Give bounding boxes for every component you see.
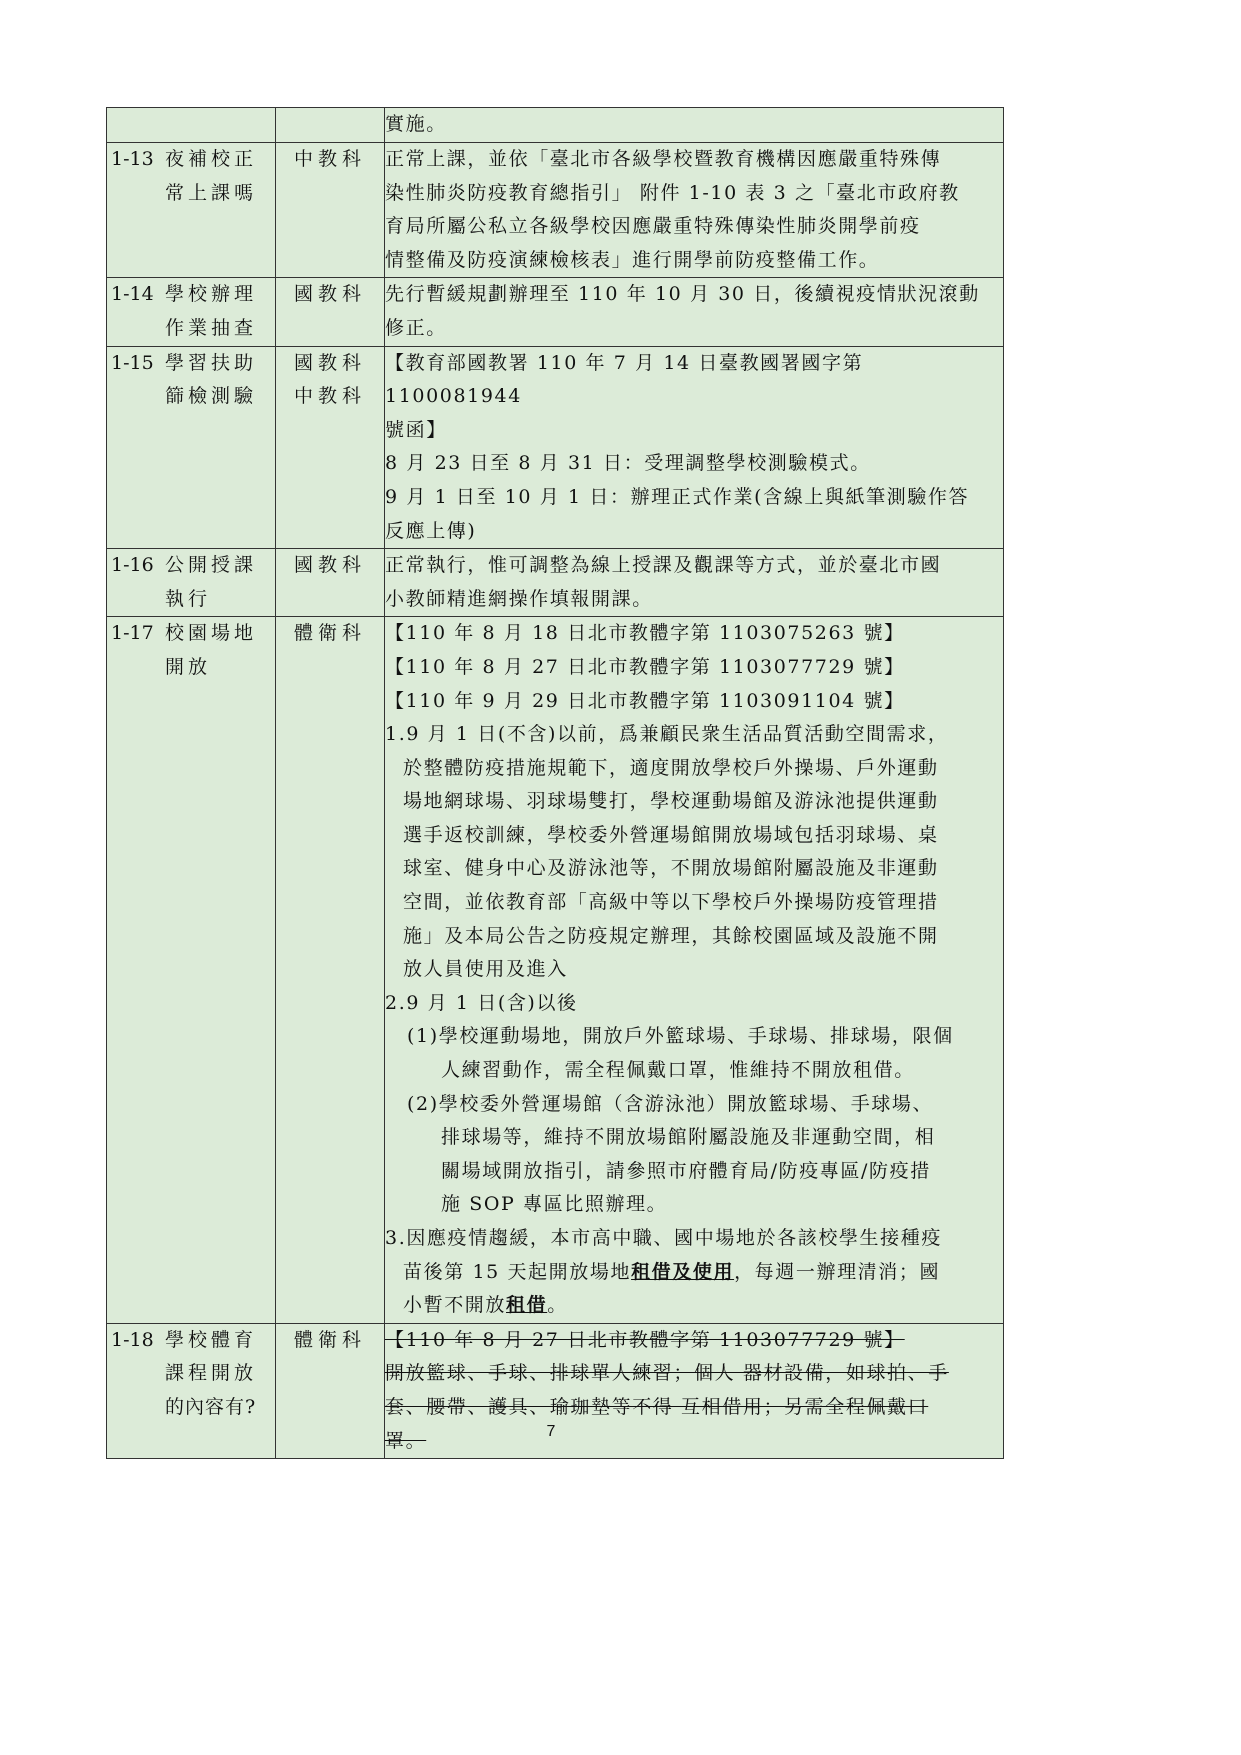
dept-cell [276,549,385,617]
emphasis-text: 租借及使用 [631,1260,735,1283]
answer-line: 育局所屬公私立各級學校因應嚴重特殊傳染性肺炎開學前疫 [385,215,921,238]
item-number: 1-13 [111,148,154,170]
answer-line: 人練習動作，需全程佩戴口罩，惟維持不開放租借。 [441,1059,915,1082]
answer-cell [385,278,1004,346]
dept-name: 體衛科 [293,1328,366,1351]
dept-name: 體衛科 [293,622,366,645]
question-text: 篩檢測驗 [165,385,258,408]
question-cell [107,549,276,617]
answer-line: (1)學校運動場地，開放戶外籃球場、手球場、排球場，限個 [407,1025,954,1048]
answer-line [385,1256,1003,1290]
answer-line: (2)學校委外營運場館（含游泳池）開放籃球場、手球場、 [407,1092,934,1115]
item-number: 1-16 [111,554,154,577]
table-row [107,108,1004,143]
answer-line: 號函】 [385,418,447,441]
answer-line: 3.因應疫情趨緩，本市高中職、國中場地於各該校學生接種疫 [385,1227,942,1249]
table-row [107,346,1004,549]
emphasis-text: 租借 [506,1294,548,1317]
reference-line: 【110 年 9 月 29 日北市教體字第 1103091104 號】 [385,689,905,712]
answer-line: 【教育部國教署 110 年 7 月 14 日臺教國署國字第 1100081944 [385,351,864,408]
table-row [107,143,1004,278]
answer-cell [385,346,1004,549]
answer-line: 反應上傳) [385,519,477,542]
answer-line: 情整備及防疫演練檢核表」進行開學前防疫整備工作。 [385,248,880,271]
answer-line: 先行暫緩規劃辦理至 110 年 10 月 30 日，後續視疫情狀況滾動 [385,283,980,306]
item-number: 1-17 [111,622,154,645]
answer-text: 。 [547,1294,568,1317]
question-text: 執行 [165,587,212,610]
answer-cell [385,143,1004,278]
item-number: 1-14 [111,283,154,306]
answer-cell [385,617,1004,1323]
answer-line: 選手返校訓練，學校委外營運場館開放場域包括羽球場、桌 [403,823,939,846]
reference-line: 【110 年 8 月 18 日北市教體字第 1103075263 號】 [385,622,905,645]
question-text: 常上課嗎 [165,181,258,204]
answer-text: ，每週一辦理清消；國 [734,1260,941,1283]
answer-cell [385,549,1004,617]
answer-line: 8 月 23 日至 8 月 31 日：受理調整學校測驗模式。 [385,452,871,475]
answer-text: 苗後第 15 天起開放場地 [403,1260,632,1283]
answer-line: 場地網球場、羽球場雙打，學校運動場館及游泳池提供運動 [403,790,939,813]
answer-line: 施 SOP 專區比照辦理。 [441,1193,668,1216]
struck-line: 開放籃球、手球、排球單人練習；個人 器材設備，如球拍、手 [385,1362,949,1385]
answer-line: 球室、健身中心及游泳池等，不開放場館附屬設施及非運動 [403,857,939,880]
answer-cell [385,108,1004,143]
struck-line: 罩。 [385,1429,427,1452]
answer-line: 小教師精進網操作填報開課。 [385,587,653,610]
question-cell [107,278,276,346]
item-number: 1-18 [111,1328,154,1351]
table-row [107,549,1004,617]
question-text: 作業抽查 [165,316,258,339]
question-text: 的內容有? [165,1395,257,1418]
reference-line: 【110 年 8 月 27 日北市教體字第 1103077729 號】 [385,655,905,678]
table-row [107,617,1004,1323]
faq-table [106,107,1004,1459]
dept-name: 國教科 [293,351,366,374]
dept-cell [276,346,385,549]
page-number: 7 [546,1423,556,1440]
question-text: 夜補校正 [165,148,258,170]
answer-line: 1.9 月 1 日(不含)以前，爲兼顧民衆生活品質活動空間需求， [385,723,949,746]
answer-line: 2.9 月 1 日(含)以後 [385,991,578,1014]
question-text: 公開授課 [165,554,258,577]
dept-cell [276,143,385,278]
question-text: 校園場地 [165,622,258,645]
answer-line: 於整體防疫措施規範下，適度開放學校戶外操場、戶外運動 [403,756,939,779]
answer-line: 修正。 [385,316,447,339]
answer-line [385,1289,1003,1323]
answer-line: 正常上課，並依「臺北市各級學校暨教育機構因應嚴重特殊傳 [385,148,942,170]
question-cell [107,346,276,549]
question-cell [107,108,276,143]
question-text: 開放 [165,655,212,678]
dept-name: 國教科 [293,283,366,306]
answer-line: 9 月 1 日至 10 月 1 日：辦理正式作業(含線上與紙筆測驗作答 [385,485,970,508]
dept-name: 中教科 [293,148,366,170]
question-text: 學校辦理 [165,283,258,306]
item-number: 1-15 [111,351,154,374]
answer-line: 實施。 [385,113,447,135]
dept-cell [276,108,385,143]
struck-line: 【110 年 8 月 27 日北市教體字第 1103077729 號】 [385,1328,905,1351]
answer-line: 正常執行，惟可調整為線上授課及觀課等方式，並於臺北市國 [385,554,942,577]
dept-cell [276,617,385,1323]
question-cell [107,617,276,1323]
answer-text: 小暫不開放 [403,1294,507,1317]
answer-line: 排球場等，維持不開放場館附屬設施及非運動空間，相 [441,1126,936,1149]
dept-cell [276,278,385,346]
answer-line: 放人員使用及進入 [403,958,568,981]
question-cell [107,143,276,278]
dept-name: 國教科 [293,554,366,577]
question-text: 學校體育 [165,1328,258,1351]
table-row [107,278,1004,346]
dept-name: 中教科 [293,385,366,408]
answer-line: 空間，並依教育部「高級中等以下學校戶外操場防疫管理措 [403,891,939,914]
answer-line: 關場域開放指引，請參照市府體育局/防疫專區/防疫措 [441,1159,931,1182]
answer-line: 染性肺炎防疫教育總指引」 附件 1-10 表 3 之「臺北市政府教 [385,181,960,204]
question-text: 學習扶助 [165,351,258,374]
question-text: 課程開放 [165,1362,258,1385]
struck-line: 套、腰帶、護具、瑜珈墊等不得 互相借用；另需全程佩戴口 [385,1395,929,1418]
answer-line: 施」及本局公告之防疫規定辦理，其餘校園區域及設施不開 [403,924,939,947]
